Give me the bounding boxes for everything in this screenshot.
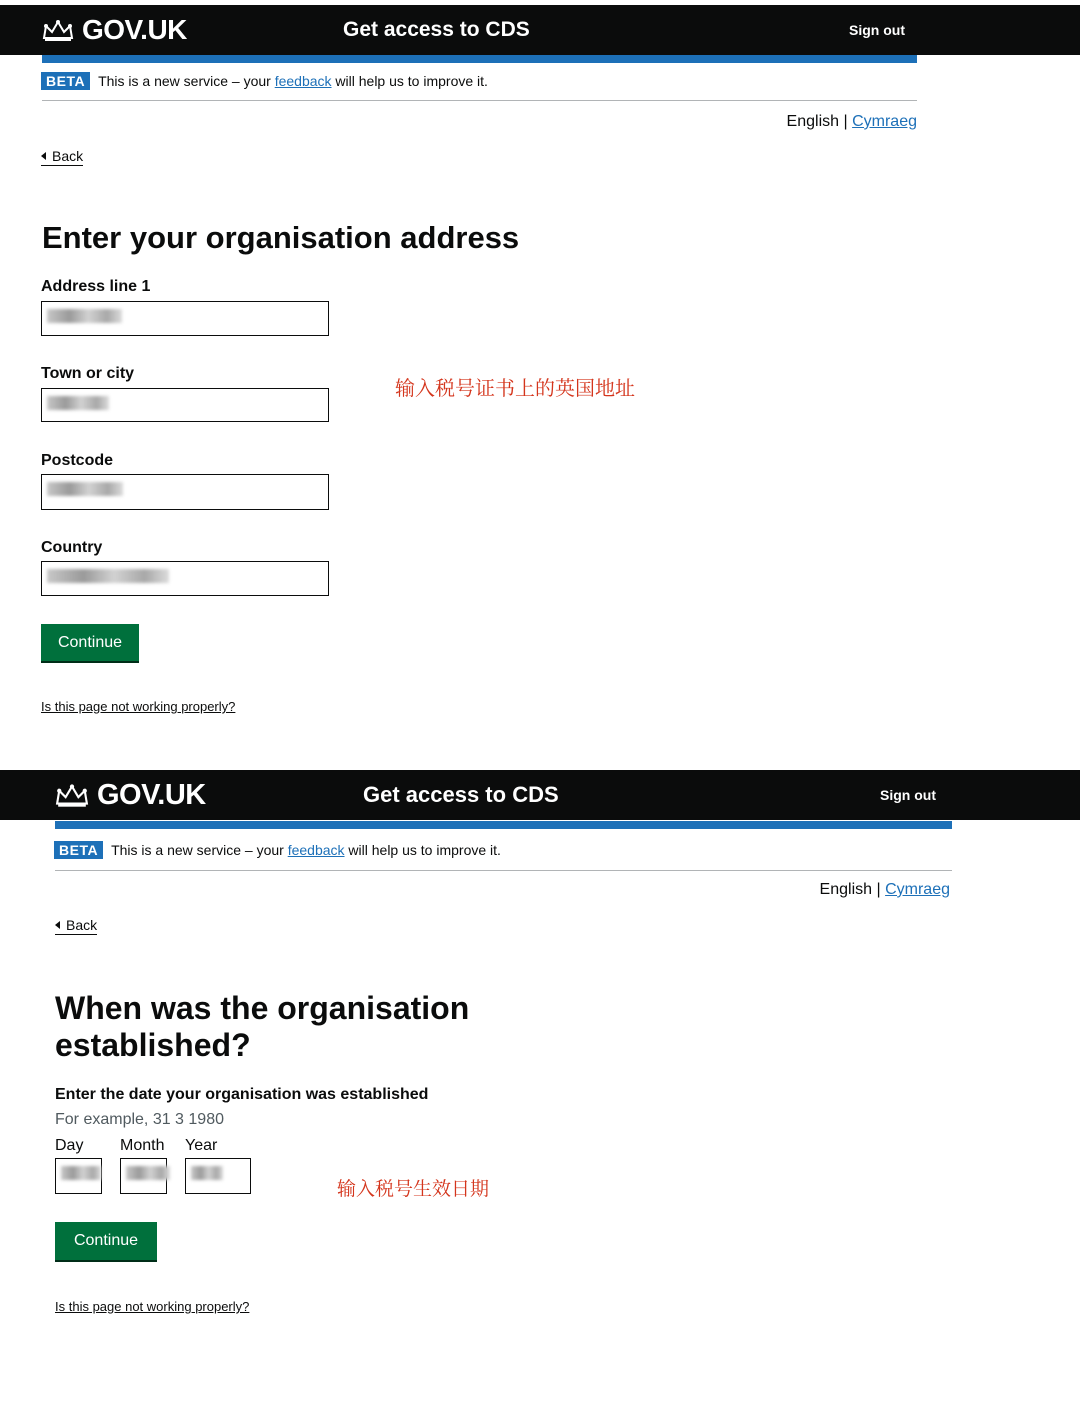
phase-banner-divider [42,100,917,101]
year-input[interactable] [185,1158,251,1194]
country-input[interactable] [41,561,329,596]
lang-cymraeg-link[interactable]: Cymraeg [885,881,950,898]
day-label: Day [55,1137,84,1154]
continue-button[interactable]: Continue [55,1222,157,1260]
page-title-line-1: When was the organisation [55,990,470,1026]
beta-text-before: This is a new service – your [98,73,271,89]
town-label: Town or city [41,365,135,382]
header-blue-bar [42,55,917,63]
back-link[interactable] [41,148,83,166]
beta-text-after: will help us to improve it. [348,842,501,858]
feedback-link[interactable]: feedback [287,842,345,858]
header-blue-bar [55,821,952,829]
govuk-logo[interactable] [55,770,206,820]
beta-text-after: will help us to improve it. [335,73,488,89]
service-name[interactable]: Get access to CDS [363,782,559,807]
lang-cymraeg-link[interactable]: Cymraeg [852,113,917,130]
phase-banner-divider [55,870,952,871]
month-input[interactable] [120,1158,167,1194]
lang-english: English [786,113,840,130]
header [0,770,1080,820]
address-line-1-input[interactable] [41,301,329,336]
back-arrow-icon [55,921,60,929]
redacted-value [191,1166,223,1180]
language-toggle [730,881,950,899]
back-label: Back [52,148,84,164]
govuk-logo[interactable] [42,5,187,55]
phase-banner [54,841,501,859]
town-input[interactable] [41,388,329,422]
language-toggle [700,113,917,131]
back-link[interactable] [55,917,97,935]
back-label: Back [66,917,98,933]
lang-separator: | [843,113,848,130]
redacted-value [47,309,122,323]
service-name[interactable]: Get access to CDS [343,18,530,41]
sign-out-link[interactable]: Sign out [849,22,905,38]
redacted-value [126,1166,170,1180]
annotation-date: 输入税号生效日期 [337,1178,490,1200]
feedback-link[interactable]: feedback [274,73,332,89]
redacted-value [47,569,169,583]
redacted-value [47,482,123,496]
postcode-label: Postcode [41,452,114,469]
lang-separator: | [876,881,881,898]
country-label: Country [41,539,103,556]
postcode-input[interactable] [41,474,329,510]
sign-out-link[interactable]: Sign out [880,787,936,803]
header [0,5,1080,55]
logo-text: GOV.UK [97,778,206,811]
beta-tag: BETA [41,72,90,90]
year-label: Year [185,1137,218,1154]
beta-text-before: This is a new service – your [111,842,284,858]
lang-english: English [819,881,873,898]
annotation-address: 输入税号证书上的英国地址 [395,376,635,400]
day-input[interactable] [55,1158,102,1194]
screen-organisation-established [0,770,1080,1402]
date-legend: Enter the date your organisation was established [55,1086,429,1103]
beta-tag: BETA [54,841,103,859]
continue-button[interactable]: Continue [41,624,139,661]
crown-icon [55,782,89,808]
back-arrow-icon [41,152,46,160]
date-hint: For example, 31 3 1980 [55,1111,224,1128]
logo-text: GOV.UK [82,14,187,45]
address-line-1-label: Address line 1 [41,278,151,295]
page-title [55,990,469,1064]
page-not-working-link[interactable]: Is this page not working properly? [55,1299,250,1314]
phase-banner [41,72,488,90]
redacted-value [47,396,109,410]
month-label: Month [120,1137,165,1154]
crown-icon [42,18,74,42]
redacted-value [61,1166,101,1180]
page-title-line-2: established? [55,1027,251,1063]
page-not-working-link[interactable]: Is this page not working properly? [41,699,236,714]
page-title: Enter your organisation address [42,220,520,255]
